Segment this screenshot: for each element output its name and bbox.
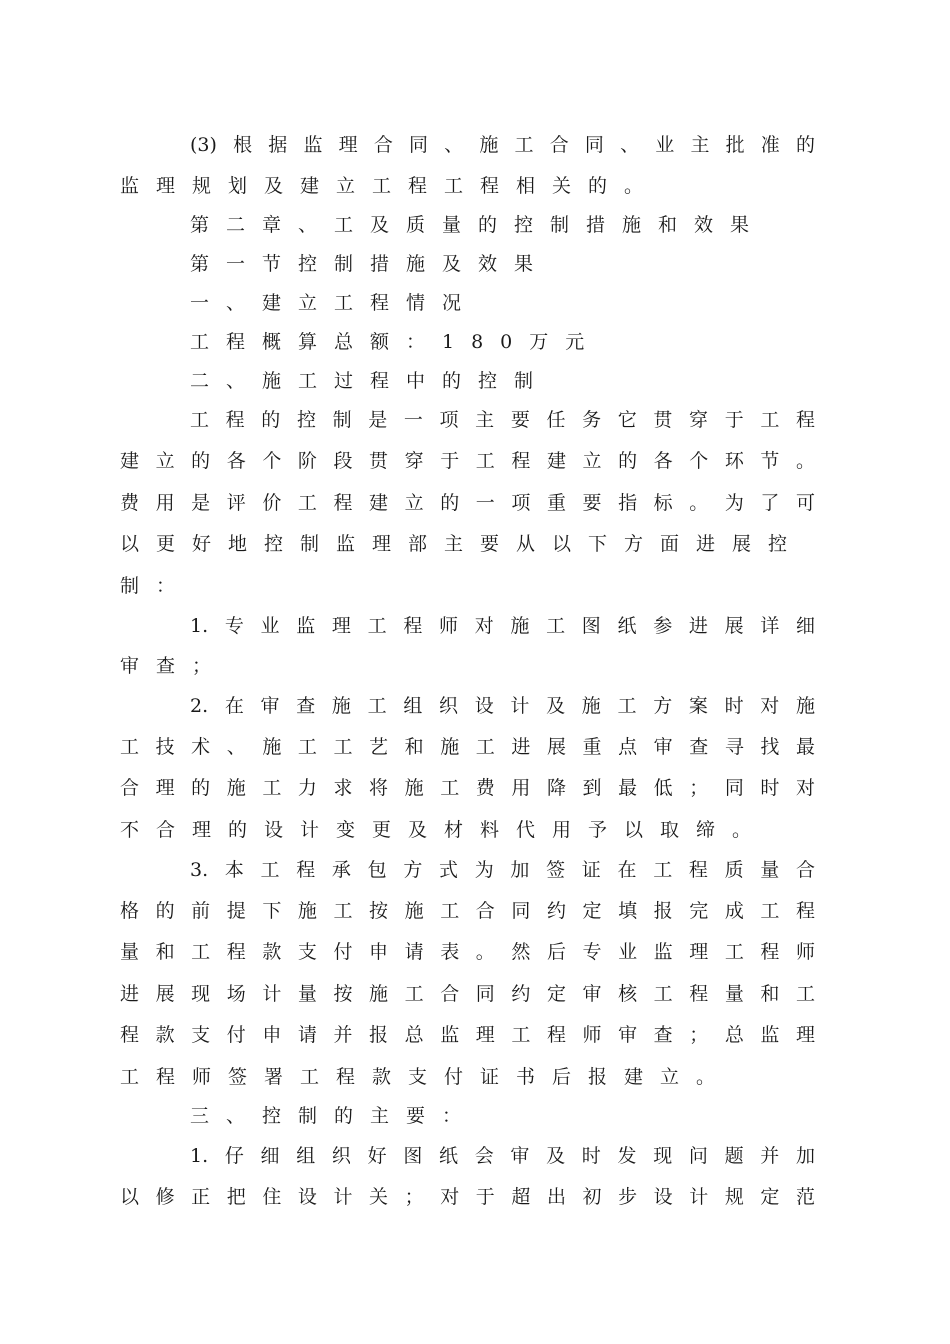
text-line-22: 进展现场计量按施工合同约定审核工程量和工 <box>120 983 815 1005</box>
text-line-24: 工程师签署工程款支付证书后报建立。 <box>120 1066 733 1088</box>
text-line-17: 合理的施工力求将施工费用降到最低；同时对 <box>120 777 815 799</box>
section-heading: 第一节控制措施及效果 <box>190 253 551 275</box>
text-line-21: 量和工程款支付申请表。然后专业监理工程师 <box>120 941 815 963</box>
text-line-20: 格的前提下施工按施工合同约定填报完成工程 <box>120 900 815 922</box>
text-line-9: 建立的各个阶段贯穿于工程建立的各个环节。 <box>120 450 815 472</box>
text-line-1: (3)根据监理合同、施工合同、业主批准的 <box>190 134 815 156</box>
budget-total-line: 工程概算总额：180万元 <box>190 331 602 353</box>
text-line-2: 监理规划及建立工程工程相关的。 <box>120 175 661 197</box>
text-line-23: 程款支付申请并报总监理工程师审查；总监理 <box>120 1024 815 1046</box>
chapter-heading: 第二章、工及质量的控制措施和效果 <box>190 214 767 236</box>
subsection-heading-3: 三、控制的主要： <box>190 1105 479 1127</box>
text-line-10: 费用是评价工程建立的一项重要指标。为了可 <box>120 492 815 514</box>
list-item-1: 1.专业监理工程师对施工图纸参进展详细 <box>190 615 815 637</box>
subsection-heading-1: 一、建立工程情况 <box>190 292 479 314</box>
text-line-16: 工技术、施工工艺和施工进展重点审查寻找最 <box>120 736 815 758</box>
list-item-3: 3.本工程承包方式为加签证在工程质量合 <box>190 859 815 881</box>
text-line-14: 审查； <box>120 655 229 677</box>
text-line-8: 工程的控制是一项主要任务它贯穿于工程 <box>190 409 815 431</box>
text-line-12: 制： <box>120 575 193 597</box>
text-line-18: 不合理的设计变更及材料代用予以取缔。 <box>120 819 769 841</box>
text-line-11: 以更好地控制监理部主要从以下方面进展控 <box>120 533 805 555</box>
list-item-4: 1.仔细组织好图纸会审及时发现问题并加 <box>190 1145 815 1167</box>
subsection-heading-2: 二、施工过程中的控制 <box>190 370 551 392</box>
list-item-2: 2.在审查施工组织设计及施工方案时对施 <box>190 695 815 717</box>
text-line-27: 以修正把住设计关；对于超出初步设计规定范 <box>120 1186 815 1208</box>
